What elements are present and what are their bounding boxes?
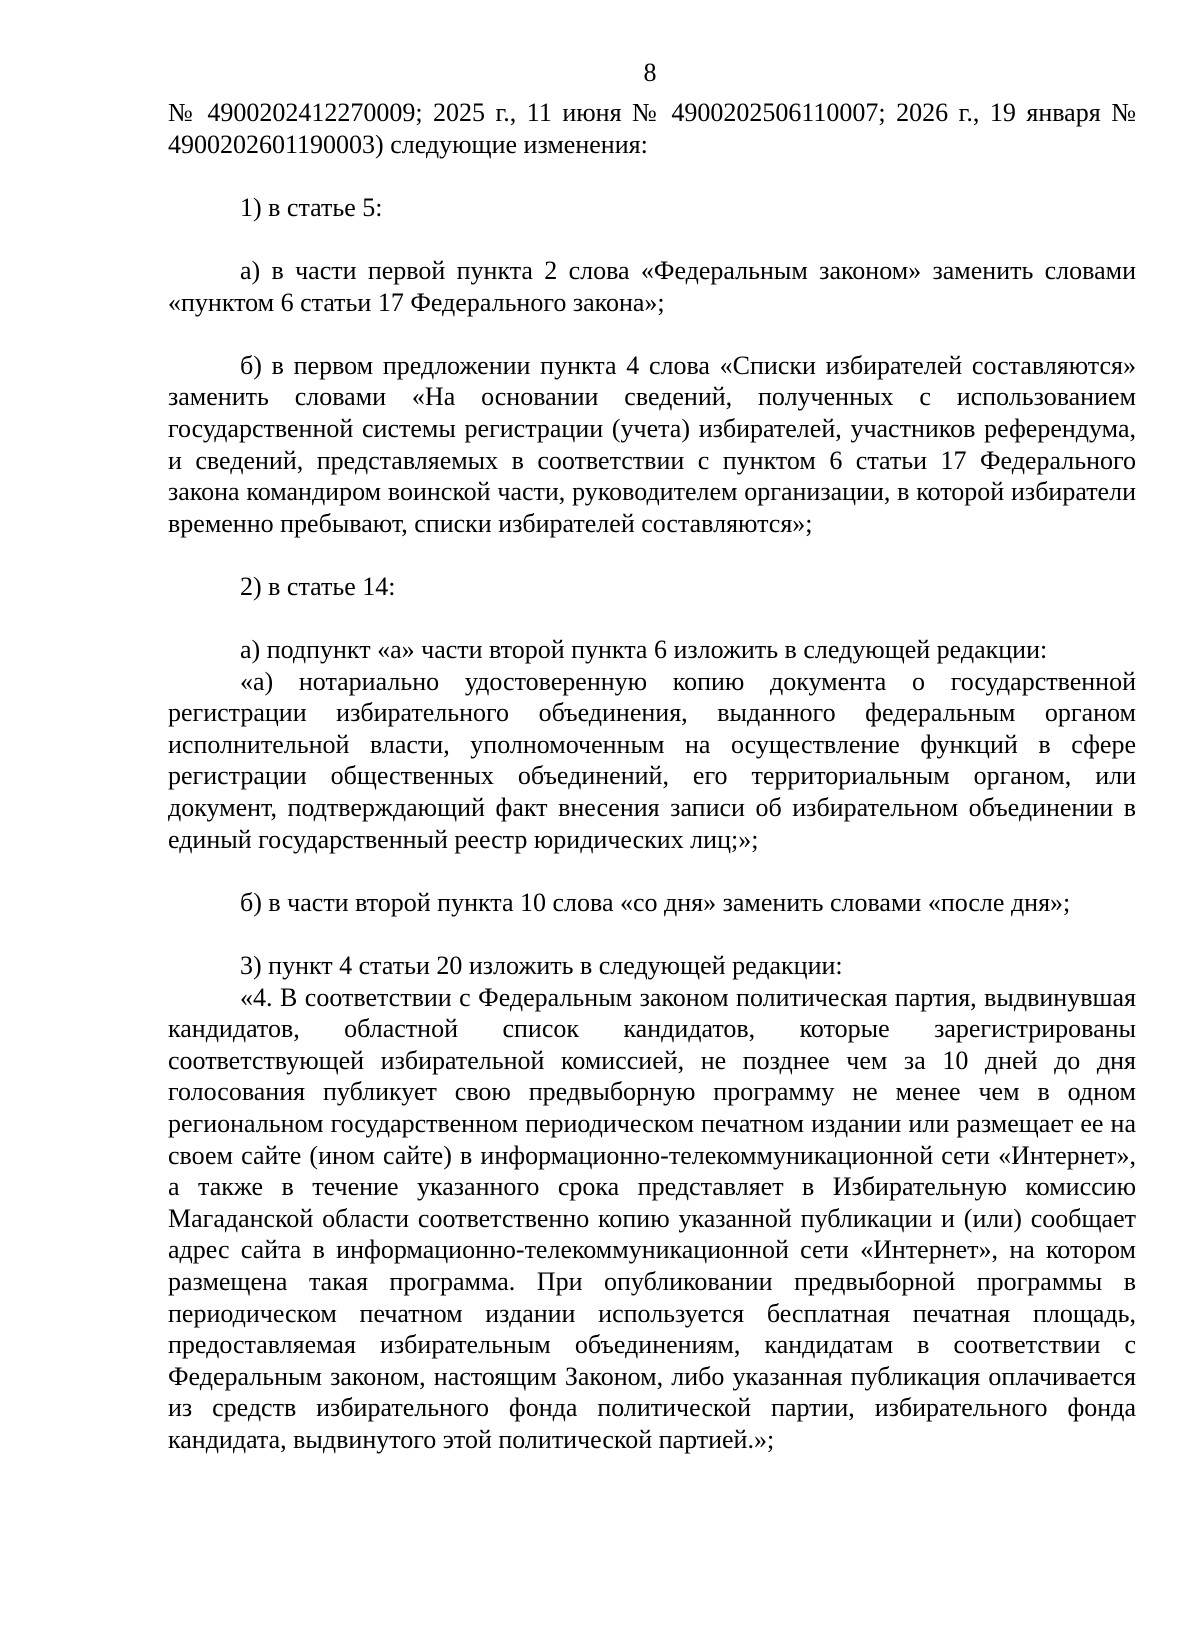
paragraph-item-1: 1) в статье 5: [240,192,383,222]
document-body [168,97,1136,1456]
paragraph-item-2: 2) в статье 14: [240,571,396,601]
page-number: 8 [643,58,657,87]
paragraph-item-2a-quote: «а) нотариально удостоверенную копию документа о государственной регистрации избирательного объединения, выданного федеральным органом исполнительной власти, уполномоченным на осуществление функций в сфере регистрации общественных объединений, его территориальным органом, или документ, подтверждающий факт внесения записи об избирательном объединении в единый государственный реестр юридических лиц;»; [168,666,1136,854]
paragraph-item-1a: а) в части первой пункта 2 слова «Федеральным законом» заменить словами «пунктом 6 статьи 17 Федерального закона»; [168,255,1136,317]
paragraph-item-3: 3) пункт 4 статьи 20 изложить в следующей редакции: [240,951,843,981]
paragraph-item-1b: б) в первом предложении пункта 4 слова «Списки избирателей составляются» заменить словами «На основании сведений, полученных с использованием государственной системы регистрации (учета) избирателей, участников референдума, и сведений, представляемых в соответствии с пунктом 6 статьи 17 Федерального закона командиром воинской части, руководителем организации, в которой избиратели временно пребывают, списки избирателей составляются»; [168,350,1136,538]
paragraph-item-3-quote: «4. В соответствии с Федеральным законом политическая партия, выдвинувшая кандидатов, областной список кандидатов, которые зарегистрированы соответствующей избирательной комиссией, не позднее чем за 10 дней до дня голосования публикует свою предвыборную программу не менее чем в одном региональном государственном периодическом печатном издании или размещает ее на своем сайте (ином сайте) в информационно-телекоммуникационной сети «Интернет», а также в течение указанного срока представляет в Избирательную комиссию Магаданской области соответственно копию указанной публикации и (или) сообщает адрес сайта в информационно-телекоммуникационной сети «Интернет», на котором размещена такая программа. При опубликовании предвыборной программы в периодическом печатном издании используется бесплатная печатная площадь, предоставляемая избирательным объединениям, кандидатам в соответствии с Федеральным законом, настоящим Законом, либо указанная публикация оплачивается из средств избирательного фонда политической партии, избирательного фонда кандидата, выдвинутого этой политической партией.»; [168,982,1136,1454]
paragraph-item-2b: б) в части второй пункта 10 слова «со дня» заменить словами «после дня»; [240,887,1071,917]
paragraph-item-2a: а) подпункт «а» части второй пункта 6 изложить в следующей редакции: [240,635,1048,665]
paragraph-intro: № 4900202412270009; 2025 г., 11 июня № 4900202506110007; 2026 г., 19 января № 4900202601190003) следующие изменения: [168,98,1136,159]
